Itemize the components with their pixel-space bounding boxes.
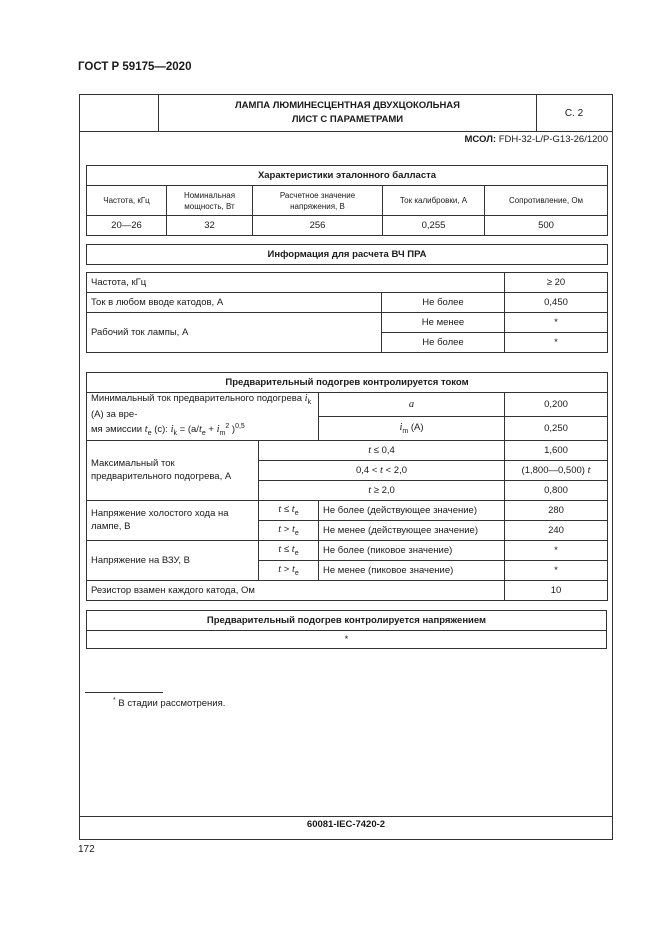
sheet-header <box>80 95 612 132</box>
hf-frequency-label: Частота, кГц <box>87 273 505 293</box>
document-code: ГОСТ Р 59175—2020 <box>78 61 192 73</box>
mcol-designation <box>465 134 608 145</box>
ballast-table <box>86 165 608 236</box>
vzu-row-1-desc: Не более (пиковое значение) <box>319 540 505 560</box>
vzu-row-1-cond: $t \le t_e$ <box>259 540 319 560</box>
footer-code: 60081-IEC-7420-2 <box>306 819 386 830</box>
vzu-row-2-cond: $t > t_e$ <box>259 560 319 580</box>
hf-cathode-current-value: 0,450 <box>505 293 608 313</box>
hf-cathode-current-label: Ток в любом вводе катодов, А <box>87 293 382 313</box>
ballast-value-current: 0,255 <box>383 216 485 236</box>
coefficient-a-label: a <box>319 393 505 417</box>
footnote-divider <box>85 692 163 693</box>
footnote-text: В стадии рассмотрения. <box>118 698 226 710</box>
voltage-preheat-value: * <box>87 631 607 649</box>
ocv-label: Напряжение холостого хода на лампе, В <box>87 500 259 540</box>
voltage-preheat-title: Предварительный подогрев контролируется напряжением <box>87 611 607 631</box>
ballast-header-power: Номинальная мощность, Вт <box>167 186 253 216</box>
sheet-page-label: С. 2 <box>564 107 584 119</box>
ocv-row-1-value: 280 <box>505 500 608 520</box>
max-row-2-cond: 0,4 < t < 2,0 <box>259 460 505 480</box>
hf-lamp-current-min-cond: Не менее <box>382 313 505 333</box>
hf-lamp-current-max-cond: Не более <box>382 333 505 353</box>
max-preheat-current-label: Максимальный ток предварительного подогрева, А <box>87 440 259 500</box>
ballast-header-frequency: Частота, кГц <box>87 186 167 216</box>
hf-title: Информация для расчета ВЧ ПРА <box>87 245 608 265</box>
hf-lamp-current-label: Рабочий ток лампы, А <box>87 313 382 353</box>
ocv-row-2-cond: $t > t_e$ <box>259 520 319 540</box>
footnote <box>113 697 225 709</box>
hf-lamp-current-min-value: * <box>505 313 608 333</box>
parameter-sheet-frame <box>79 94 613 840</box>
mcol-label: МСОЛ: <box>464 134 497 145</box>
ocv-row-2-value: 240 <box>505 520 608 540</box>
vzu-row-2-desc: Не менее (пиковое значение) <box>319 560 505 580</box>
footer-divider <box>80 816 612 817</box>
ballast-header-resistance: Сопротивление, Ом <box>485 186 608 216</box>
ballast-header-current: Ток калибровки, А <box>383 186 485 216</box>
sheet-title <box>158 95 537 131</box>
max-row-1-value: 1,600 <box>505 440 608 460</box>
ballast-value-power: 32 <box>167 216 253 236</box>
resistor-label: Резистор взамен каждого катода, Ом <box>87 580 505 600</box>
footnote-mark: * <box>113 697 116 704</box>
ballast-title: Характеристики эталонного балласта <box>87 166 608 186</box>
ocv-row-1-desc: Не более (действующее значение) <box>319 500 505 520</box>
mcol-value: FDH-32-L/P-G13-26/1200 <box>498 134 608 145</box>
min-preheat-current-label: Минимальный ток предварительного подогрева $i_k$ (А) за вре- мя эмиссии $t_e$ (с): $i_k = (a/t_e + i_m^2$ )$^{0,5}$ <box>87 393 319 441</box>
coefficient-a-value: 0,200 <box>505 393 608 417</box>
vzu-row-1-value: * <box>505 540 608 560</box>
max-row-3-value: 0,800 <box>505 480 608 500</box>
max-row-3-cond: t ≥ 2,0 <box>259 480 505 500</box>
ballast-value-frequency: 20—26 <box>87 216 167 236</box>
vzu-row-2-value: * <box>505 560 608 580</box>
hf-cathode-current-cond: Не более <box>382 293 505 313</box>
sheet-title-line2: ЛИСТ С ПАРАМЕТРАМИ <box>291 114 404 125</box>
ballast-header-voltage: Расчетное значение напряжения, В <box>253 186 383 216</box>
hf-lamp-current-max-value: * <box>505 333 608 353</box>
resistor-value: 10 <box>505 580 608 600</box>
hf-table <box>86 244 608 353</box>
max-row-1-cond: t ≤ 0,4 <box>259 440 505 460</box>
sheet-title-line1: ЛАМПА ЛЮМИНЕСЦЕНТНАЯ ДВУХЦОКОЛЬНАЯ <box>235 100 460 111</box>
ballast-value-resistance: 500 <box>485 216 608 236</box>
current-preheat-title: Предварительный подогрев контролируется током <box>87 373 608 393</box>
voltage-preheat-table <box>86 610 607 649</box>
hf-frequency-value: ≥ 20 <box>505 273 608 293</box>
ocv-row-1-cond: $t \le t_e$ <box>259 500 319 520</box>
ocv-row-2-desc: Не менее (действующее значение) <box>319 520 505 540</box>
im-value: 0,250 <box>505 416 608 440</box>
max-row-2-value: (1,800—0,500) t <box>505 460 608 480</box>
page-number: 172 <box>78 844 95 855</box>
current-preheat-table <box>86 372 608 601</box>
vzu-label: Напряжение на ВЗУ, В <box>87 540 259 580</box>
ballast-value-voltage: 256 <box>253 216 383 236</box>
im-label: $i_m$ (А) <box>319 416 505 440</box>
